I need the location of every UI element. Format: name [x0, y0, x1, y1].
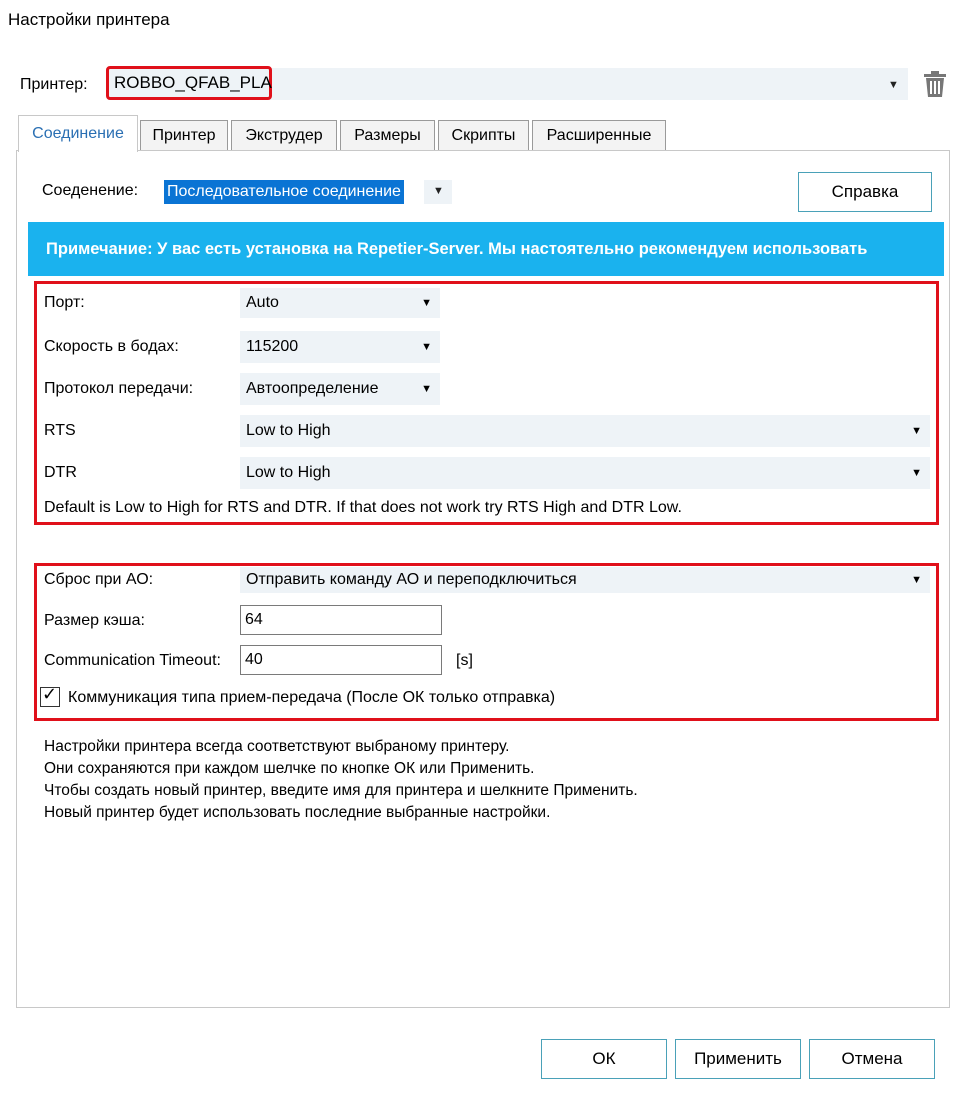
- chevron-down-icon: ▼: [433, 185, 444, 197]
- baud-select[interactable]: [240, 331, 440, 363]
- protocol-label: Протокол передачи:: [44, 380, 194, 397]
- note-text: Примечание: У вас есть установка на Repetier-Server. Мы настоятельно рекомендуем использовать: [46, 240, 868, 258]
- tab-extruder[interactable]: Экструдер: [231, 120, 337, 150]
- tab-printer[interactable]: Принтер: [140, 120, 228, 150]
- window-title: Настройки принтера: [8, 10, 170, 29]
- help-button[interactable]: Справка: [798, 172, 932, 212]
- dtr-select[interactable]: [240, 457, 930, 489]
- chevron-down-icon: ▼: [911, 574, 922, 586]
- tab-connection[interactable]: Соединение: [18, 115, 138, 152]
- printer-label: Принтер:: [20, 76, 88, 93]
- connection-type-label: Соеденение:: [42, 182, 139, 199]
- ok-button[interactable]: ОК: [541, 1039, 667, 1079]
- chevron-down-icon: ▼: [421, 383, 432, 395]
- timeout-input[interactable]: 40: [240, 645, 442, 675]
- rts-value: Low to High: [246, 422, 331, 439]
- rts-select[interactable]: [240, 415, 930, 447]
- chevron-down-icon: ▼: [421, 341, 432, 353]
- ping-pong-label[interactable]: Коммуникация типа прием-передача (После ОК только отправка): [68, 689, 556, 706]
- connection-type-dropdown[interactable]: [424, 180, 452, 204]
- reset-value: Отправить команду АО и переподключиться: [246, 571, 577, 588]
- protocol-select[interactable]: [240, 373, 440, 405]
- tab-scripts[interactable]: Скрипты: [438, 120, 529, 150]
- connection-type-select[interactable]: Последовательное соединение: [164, 180, 404, 204]
- cache-size-label: Размер кэша:: [44, 612, 145, 629]
- info-text: [44, 736, 638, 824]
- port-label: Порт:: [44, 294, 85, 311]
- port-select[interactable]: [240, 288, 440, 318]
- dtr-label: DTR: [44, 464, 77, 481]
- info-line: Они сохраняются при каждом шелчке по кнопке ОК или Применить.: [44, 760, 535, 777]
- info-line: Настройки принтера всегда соответствуют выбраному принтеру.: [44, 738, 510, 755]
- baud-value: 115200: [246, 338, 299, 355]
- tab-advanced[interactable]: Расширенные: [532, 120, 666, 150]
- info-line: Чтобы создать новый принтер, введите имя для принтера и шелкните Применить.: [44, 782, 638, 799]
- check-icon: ✓: [42, 684, 58, 704]
- tab-dimensions[interactable]: Размеры: [340, 120, 435, 150]
- rts-dtr-hint: Default is Low to High for RTS and DTR. If that does not work try RTS High and DTR Low.: [44, 499, 682, 516]
- chevron-down-icon: ▼: [911, 467, 922, 479]
- repetier-server-note: [28, 222, 944, 276]
- port-value: Auto: [246, 294, 279, 311]
- info-line: Новый принтер будет использовать последние выбранные настройки.: [44, 804, 551, 821]
- timeout-label: Communication Timeout:: [44, 652, 221, 669]
- baud-label: Скорость в бодах:: [44, 338, 179, 355]
- cancel-button[interactable]: Отмена: [809, 1039, 935, 1079]
- dtr-value: Low to High: [246, 464, 331, 481]
- reset-label: Сброс при АО:: [44, 571, 154, 588]
- timeout-unit: [s]: [456, 652, 473, 669]
- trash-icon[interactable]: [922, 70, 948, 98]
- chevron-down-icon: ▼: [421, 297, 432, 309]
- rts-label: RTS: [44, 422, 76, 439]
- chevron-down-icon[interactable]: ▼: [888, 79, 899, 91]
- apply-button[interactable]: Применить: [675, 1039, 801, 1079]
- protocol-value: Автоопределение: [246, 380, 379, 397]
- cache-size-input[interactable]: 64: [240, 605, 442, 635]
- chevron-down-icon: ▼: [911, 425, 922, 437]
- printer-name-value: ROBBO_QFAB_PLA: [114, 73, 272, 92]
- reset-select[interactable]: [240, 567, 930, 593]
